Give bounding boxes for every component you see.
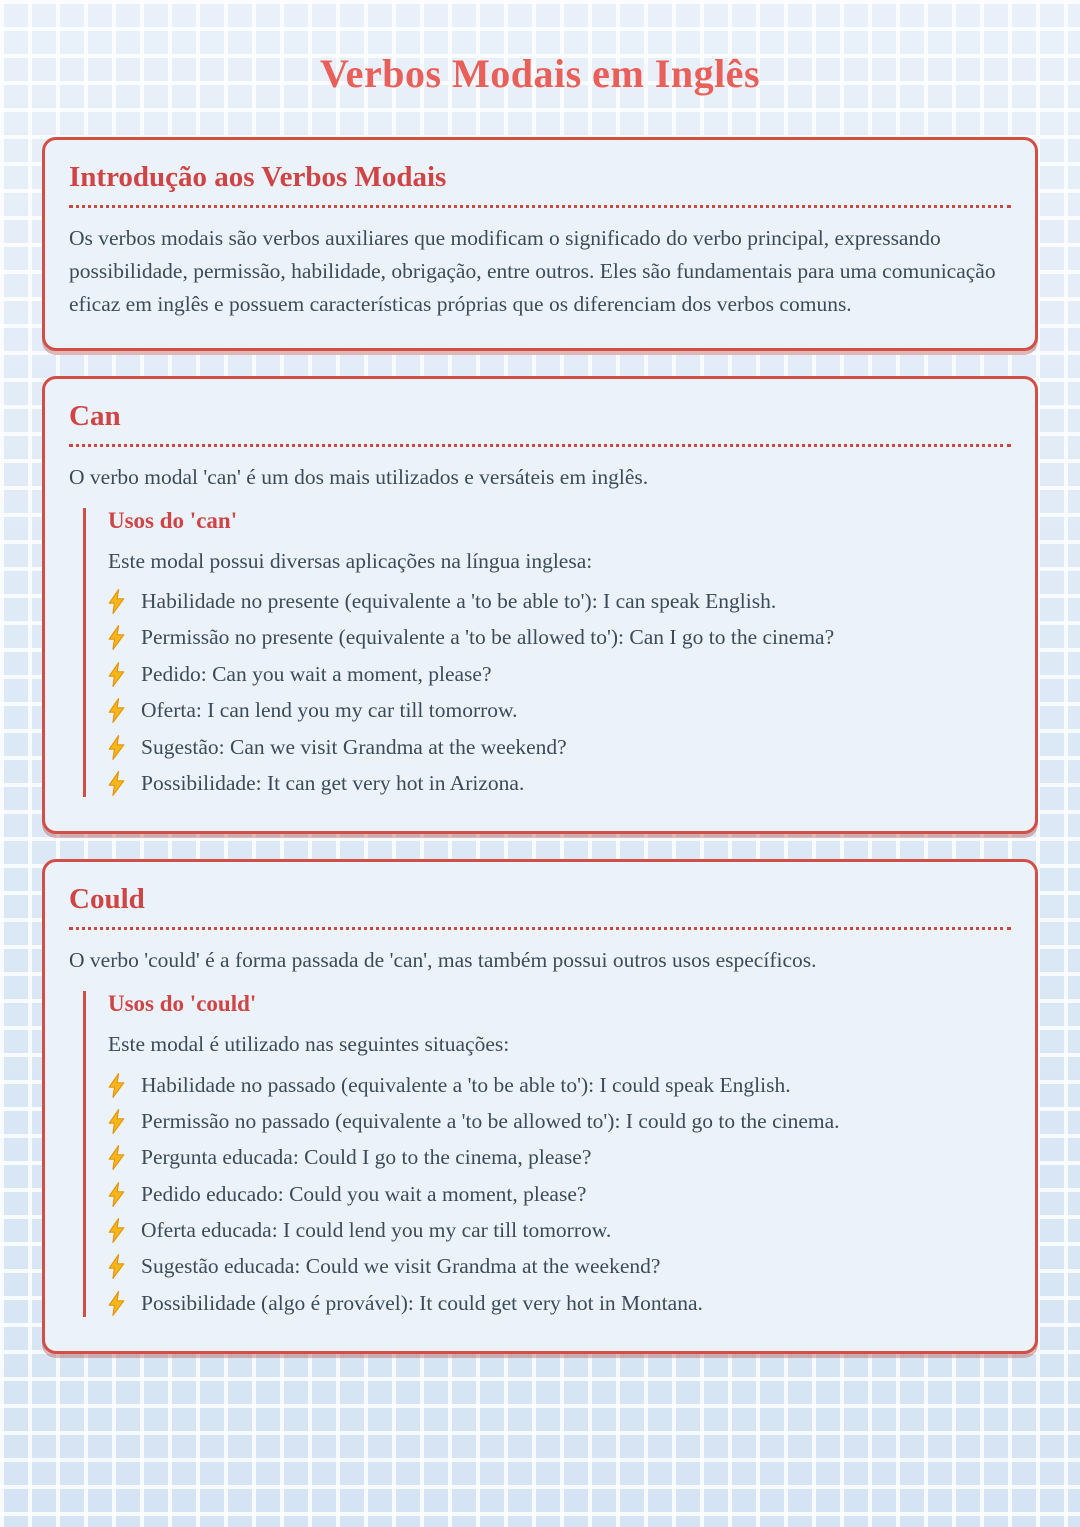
list-item-text: Possibilidade (algo é provável): It could get very hot in Montana. <box>141 1290 703 1315</box>
list-item <box>108 696 1011 724</box>
list-item-text: Sugestão educada: Could we visit Grandma at the weekend? <box>141 1254 661 1279</box>
list-item-text: Permissão no presente (equivalente a 'to be allowed to'): Can I go to the cinema? <box>141 625 835 650</box>
lightning-bolt-icon <box>108 1254 126 1279</box>
list-item-text: Habilidade no passado (equivalente a 'to be able to'): I could speak English. <box>141 1072 791 1097</box>
lightning-bolt-icon <box>108 1145 126 1170</box>
list-item-text: Habilidade no presente (equivalente a 'to be able to'): I can speak English. <box>141 589 777 614</box>
card-could <box>42 859 1038 1354</box>
list-item <box>108 769 1011 797</box>
subsection-usos-can <box>83 508 1011 797</box>
subsection-usos-could-title: Usos do 'could' <box>108 991 257 1017</box>
card-can-title: Can <box>69 399 1011 447</box>
list-item-text: Possibilidade: It can get very hot in Arizona. <box>141 770 525 795</box>
list-item <box>108 1143 1011 1171</box>
page-title: Verbos Modais em Inglês <box>319 51 761 96</box>
list-item <box>108 660 1011 688</box>
list-item <box>108 587 1011 615</box>
card-introducao <box>42 137 1038 351</box>
lightning-bolt-icon <box>108 1073 126 1098</box>
list-item <box>108 733 1011 761</box>
lightning-bolt-icon <box>108 735 126 760</box>
usage-list-could <box>108 1071 1011 1318</box>
lightning-bolt-icon <box>108 698 126 723</box>
list-item <box>108 1107 1011 1135</box>
usage-list-can <box>108 587 1011 797</box>
subsection-usos-could-intro: Este modal é utilizado nas seguintes situações: <box>108 1032 510 1057</box>
list-item <box>108 1289 1011 1317</box>
lightning-bolt-icon <box>108 589 126 614</box>
list-item-text: Permissão no passado (equivalente a 'to be allowed to'): I could go to the cinema. <box>141 1108 840 1133</box>
card-could-intro: O verbo 'could' é a forma passada de 'can', mas também possui outros usos específicos. <box>69 948 817 973</box>
lightning-bolt-icon <box>108 662 126 687</box>
list-item <box>108 623 1011 651</box>
card-introducao-paragraph: Os verbos modais são verbos auxiliares que modificam o significado do verbo principal, expressando possibilidade, permissão, habilidade, obrigação, entre outros. Eles são fundamentais para uma comunicação eficaz em inglês e possuem características próprias que os diferenciam dos verbos comuns. <box>69 225 996 317</box>
list-item-text: Pergunta educada: Could I go to the cinema, please? <box>141 1145 592 1170</box>
list-item-text: Oferta: I can lend you my car till tomorrow. <box>141 698 518 723</box>
lightning-bolt-icon <box>108 1109 126 1134</box>
list-item-text: Oferta educada: I could lend you my car till tomorrow. <box>141 1218 612 1243</box>
subsection-usos-can-title: Usos do 'can' <box>108 507 238 533</box>
subsection-usos-could <box>83 991 1011 1317</box>
lightning-bolt-icon <box>108 1291 126 1316</box>
card-introducao-title: Introdução aos Verbos Modais <box>69 160 1011 208</box>
list-item-text: Pedido educado: Could you wait a moment, please? <box>141 1181 587 1206</box>
list-item <box>108 1252 1011 1280</box>
card-could-title: Could <box>69 882 1011 930</box>
lightning-bolt-icon <box>108 625 126 650</box>
list-item-text: Pedido: Can you wait a moment, please? <box>141 661 492 686</box>
subsection-usos-can-intro: Este modal possui diversas aplicações na língua inglesa: <box>108 548 593 573</box>
lightning-bolt-icon <box>108 1218 126 1243</box>
lightning-bolt-icon <box>108 771 126 796</box>
list-item <box>108 1180 1011 1208</box>
card-can <box>42 376 1038 835</box>
list-item-text: Sugestão: Can we visit Grandma at the weekend? <box>141 734 567 759</box>
list-item <box>108 1071 1011 1099</box>
list-item <box>108 1216 1011 1244</box>
card-can-intro: O verbo modal 'can' é um dos mais utilizados e versáteis em inglês. <box>69 464 649 489</box>
lightning-bolt-icon <box>108 1182 126 1207</box>
